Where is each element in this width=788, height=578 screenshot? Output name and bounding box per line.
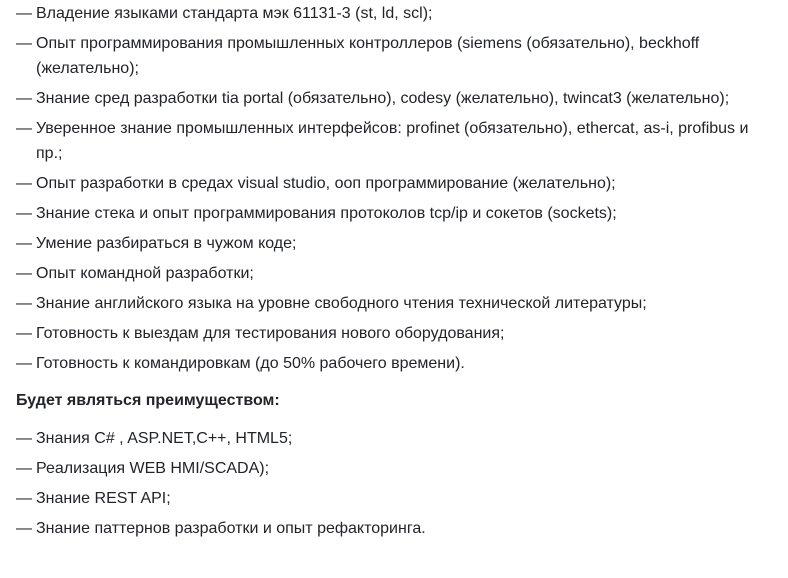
- bullet-dash: —: [16, 430, 32, 447]
- list-item: [16, 456, 788, 481]
- list-item: [16, 516, 788, 541]
- list-item-text: Опыт разработки в средах visual studio, ооп программирование (желательно);: [36, 175, 616, 192]
- list-item: [16, 351, 788, 376]
- advantages-heading: Будет являться преимуществом:: [16, 392, 280, 409]
- list-item: [16, 201, 788, 226]
- bullet-dash: —: [16, 205, 32, 222]
- list-item-text: Опыт программирования промышленных контроллеров (siemens (обязательно), beckhoff (желательно);: [36, 35, 700, 77]
- list-item: [16, 426, 788, 451]
- list-item: [16, 171, 788, 196]
- list-item-text: Опыт командной разработки;: [36, 265, 254, 282]
- list-item: [16, 1, 788, 26]
- requirements-list: [16, 0, 788, 376]
- bullet-dash: —: [16, 295, 32, 312]
- list-item-text: Реализация WEB HMI/SCADA);: [36, 460, 270, 477]
- bullet-dash: —: [16, 490, 32, 507]
- list-item-text: Знание английского языка на уровне свободного чтения технической литературы;: [36, 295, 647, 312]
- list-item-text: Готовность к выездам для тестирования нового оборудования;: [36, 325, 505, 342]
- bullet-dash: —: [16, 5, 32, 22]
- list-item: [16, 261, 788, 286]
- list-item: [16, 86, 788, 111]
- bullet-dash: —: [16, 35, 32, 52]
- bullet-dash: —: [16, 175, 32, 192]
- bullet-dash: —: [16, 520, 32, 537]
- list-item-text: Знание REST API;: [36, 490, 171, 507]
- bullet-dash: —: [16, 325, 32, 342]
- list-item-text: Знание стека и опыт программирования протоколов tcp/ip и сокетов (sockets);: [36, 205, 617, 222]
- advantages-list: [16, 426, 788, 541]
- list-item: [16, 31, 788, 81]
- list-item: [16, 116, 788, 166]
- list-item-text: Знание паттернов разработки и опыт рефакторинга.: [36, 520, 426, 537]
- bullet-dash: —: [16, 235, 32, 252]
- list-item-text: Уверенное знание промышленных интерфейсов: profinet (обязательно), ethercat, as-i, profibus и пр.;: [36, 120, 749, 162]
- list-item: [16, 231, 788, 256]
- bullet-dash: —: [16, 355, 32, 372]
- list-item: [16, 291, 788, 316]
- bullet-dash: —: [16, 265, 32, 282]
- list-item: [16, 321, 788, 346]
- bullet-dash: —: [16, 120, 32, 137]
- list-item-text: Владение языками стандарта мэк 61131-3 (st, ld, scl);: [36, 5, 433, 22]
- list-item-text: Умение разбираться в чужом коде;: [36, 235, 297, 252]
- bullet-dash: —: [16, 90, 32, 107]
- bullet-dash: —: [16, 460, 32, 477]
- list-item: [16, 486, 788, 511]
- list-item-text: Знание сред разработки tia portal (обязательно), codesy (желательно), twincat3 (желательно);: [36, 90, 730, 107]
- list-item-text: Готовность к командировкам (до 50% рабочего времени).: [36, 355, 465, 372]
- list-item-text: Знания C# , ASP.NET,C++, HTML5;: [36, 430, 293, 447]
